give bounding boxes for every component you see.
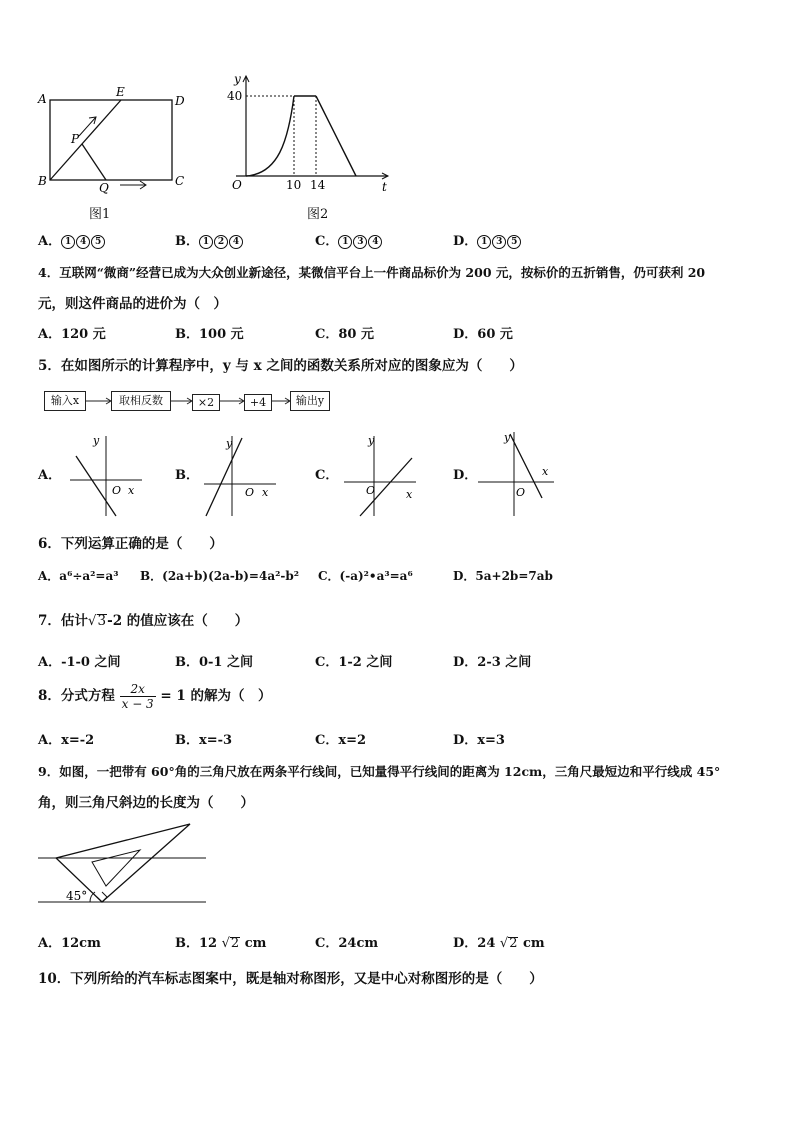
q8-fraction: $\frac{2x}{x - 3}$	[121, 682, 154, 711]
q5-option-a[interactable]: A．	[38, 468, 62, 483]
arrow-p	[79, 117, 96, 136]
origin-label: O	[232, 178, 242, 192]
q3-option-d[interactable]: D． 1 3 5	[453, 230, 522, 249]
q7-radicand: 3	[97, 613, 107, 629]
q5-option-c[interactable]: C．	[315, 468, 339, 483]
segment-be	[50, 100, 121, 180]
q7-option-c[interactable]: C．1-2 之间	[315, 655, 393, 670]
q4-text-line1: 4．互联网“微商”经营已成为大众创业新途径，某微信平台上一件商品标价为 200 元，按标价的五折销售，仍可获利 20	[38, 265, 706, 280]
graph-c-x: x	[406, 488, 413, 501]
q3-option-c[interactable]: C． 1 3 4	[315, 230, 383, 249]
label-q: Q	[99, 181, 109, 195]
flow-box-negate: 取相反数	[111, 391, 171, 411]
graph-a-line	[76, 456, 116, 516]
q9-text-line2: 角，则三角尺斜边的长度为（ ）	[38, 795, 254, 811]
label-b: B	[38, 174, 47, 188]
graph-d-y: y	[504, 431, 511, 444]
q6-option-b[interactable]: B．(2a+b)(2a-b)=4a²-b²	[140, 569, 299, 583]
q7-option-a[interactable]: A．-1-0 之间	[38, 655, 121, 670]
q5-graph-b	[200, 432, 280, 522]
figure-2	[226, 72, 396, 202]
q9-figure	[36, 822, 212, 910]
graph-a-x: x	[128, 484, 135, 497]
triangle-ruler-inner	[92, 850, 140, 886]
q7-option-d[interactable]: D．2-3 之间	[453, 655, 532, 670]
q4-option-a[interactable]: A．120 元	[38, 327, 106, 342]
graph-d-o: O	[516, 486, 526, 499]
q8-text: 8．分式方程 $\frac{2x}{x - 3}$ = 1 的解为（ ）	[38, 682, 272, 711]
y-axis-label: y	[234, 72, 241, 86]
label-c: C	[175, 174, 185, 188]
q4-option-d[interactable]: D．60 元	[453, 327, 513, 342]
q7-option-b[interactable]: B．0-1 之间	[175, 655, 254, 670]
flow-box-times2: ×2	[192, 394, 220, 411]
label-e: E	[116, 85, 125, 99]
graph-b-x: x	[262, 486, 269, 499]
q9-option-c[interactable]: C．24cm	[315, 936, 379, 951]
graph-c-o: O	[366, 484, 376, 497]
curve-rise	[246, 96, 294, 176]
flow-box-output: 输出y	[290, 391, 330, 411]
q8-option-a[interactable]: A．x=-2	[38, 733, 95, 748]
graph-c-y: y	[368, 434, 375, 447]
q6-option-c[interactable]: C．(-a)²•a³=a⁶	[318, 569, 413, 583]
q4-option-c[interactable]: C．80 元	[315, 327, 374, 342]
q5-graph-d	[474, 428, 560, 518]
graph-a-o: O	[112, 484, 122, 497]
q8-option-c[interactable]: C．x=2	[315, 733, 367, 748]
segment-fall	[316, 96, 356, 176]
x-axis-label: t	[382, 180, 387, 194]
q9-option-d[interactable]: D．24 √2 cm	[453, 936, 545, 951]
flow-box-plus4: +4	[244, 394, 272, 411]
flow-box-input: 输入x	[44, 391, 86, 411]
segment-pq	[82, 144, 106, 180]
graph-b-o: O	[245, 486, 255, 499]
y-tick-40: 40	[227, 89, 243, 103]
q9-option-a[interactable]: A．12cm	[38, 936, 101, 951]
q6-text: 6．下列运算正确的是（ ）	[38, 536, 223, 552]
right-angle-mark	[97, 892, 107, 902]
figure-2-caption: 图2	[307, 207, 329, 222]
flow-arrows	[84, 390, 294, 412]
q5-graph-c	[340, 432, 420, 522]
q10-text: 10．下列所给的汽车标志图案中，既是轴对称图形，又是中心对称图形的是（ ）	[38, 971, 543, 987]
graph-b-line	[206, 438, 242, 516]
q5-option-b[interactable]: B．	[175, 468, 199, 483]
q5-text: 5．在如图所示的计算程序中，y 与 x 之间的函数关系所对应的图象应为（ ）	[38, 358, 523, 374]
q7-text: 7．估计√3-2 的值应该在（ ）	[38, 613, 249, 629]
q3-option-a[interactable]: A． 1 4 5	[38, 230, 106, 249]
q5-graph-a	[66, 432, 146, 522]
x-tick-14: 14	[310, 178, 326, 192]
label-d: D	[175, 94, 185, 108]
q6-option-a[interactable]: A．a⁶÷a²=a³	[38, 569, 119, 583]
x-tick-10: 10	[286, 178, 302, 192]
graph-b-y: y	[226, 437, 233, 450]
graph-a-y: y	[93, 434, 100, 447]
figure-1	[34, 84, 194, 204]
q3-option-b[interactable]: B． 1 2 4	[175, 230, 244, 249]
figure-1-caption: 图1	[89, 207, 111, 222]
angle-label-45: 45°	[66, 889, 88, 903]
q4-option-b[interactable]: B．100 元	[175, 327, 244, 342]
q9-text-line1: 9．如图，一把带有 60°角的三角尺放在两条平行线间，已知量得平行线间的距离为 12cm，三角尺最短边和平行线成 45°	[38, 764, 721, 779]
graph-d-x: x	[542, 465, 549, 478]
q8-option-b[interactable]: B．x=-3	[175, 733, 233, 748]
q8-option-d[interactable]: D．x=3	[453, 733, 505, 748]
q9-option-b[interactable]: B．12 √2 cm	[175, 936, 267, 951]
label-a: A	[38, 92, 47, 106]
graph-d-line	[510, 434, 542, 498]
label-p: P	[71, 132, 80, 146]
q4-text-line2: 元，则这件商品的进价为（ ）	[38, 296, 227, 312]
q5-option-d[interactable]: D．	[453, 468, 478, 483]
q6-option-d[interactable]: D．5a+2b=7ab	[453, 569, 553, 583]
